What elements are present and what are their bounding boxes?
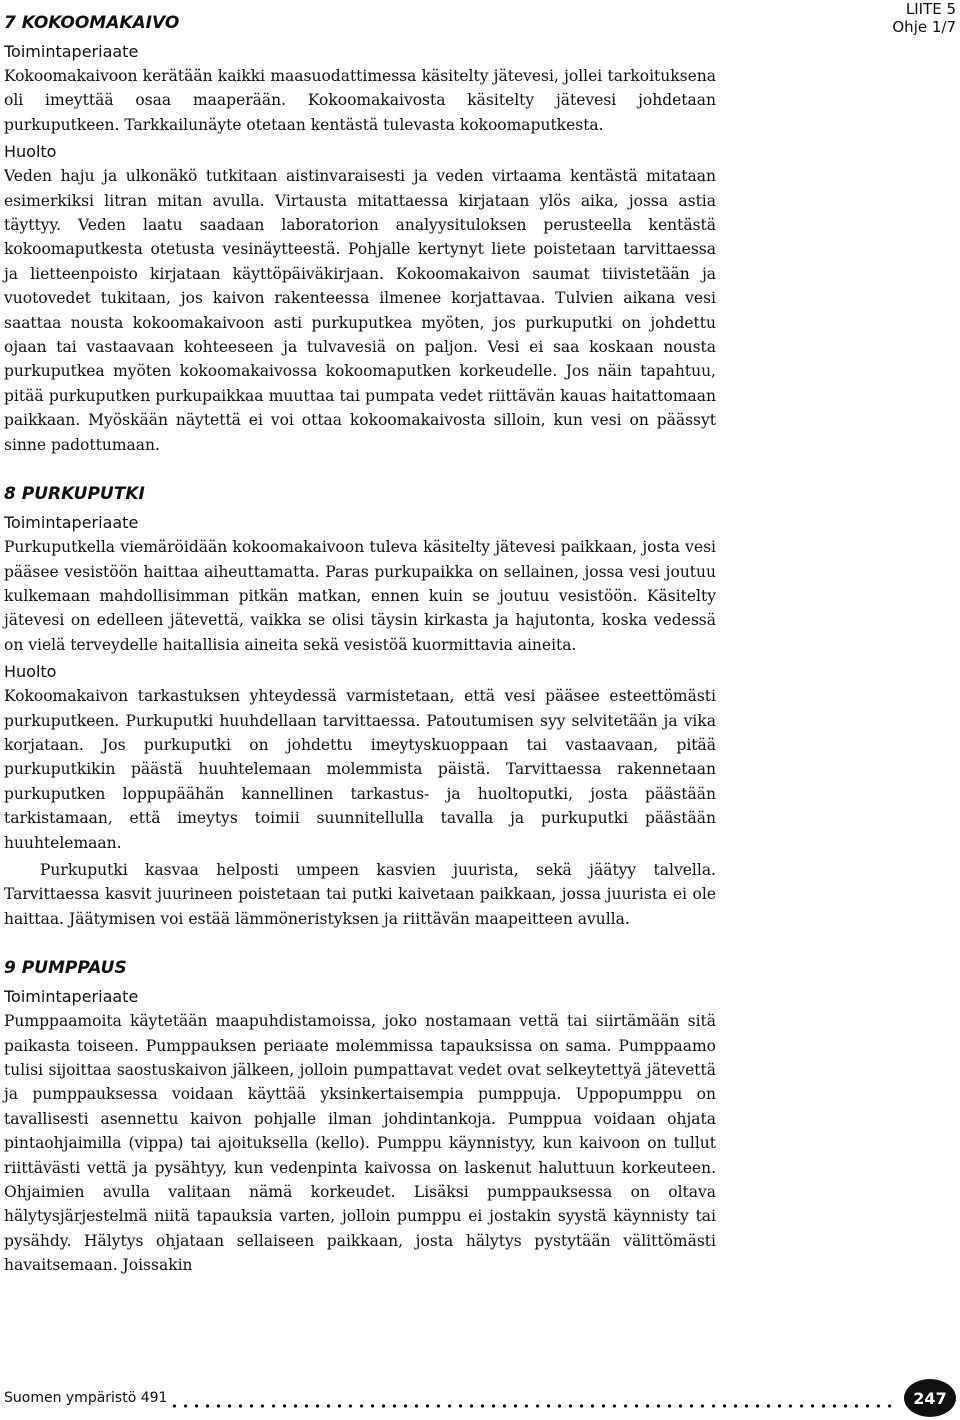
dotted-leader [169,1404,898,1408]
paragraph: Kokoomakaivon tarkastuksen yhteydessä varmistetaan, että vesi pääsee esteettömästi purkuputkeen. Purkuputki huuhdellaan tarvittaessa. Patoutumisen syy selvitetään ja vika korjataan. Jos purkuputki on johdettu imeytyskuoppaan tai vastaavaan, pitää purkuputkikin päästä huuhtelemaan molemmista päistä. Tarvittaessa rakennetaan purkuputken loppupäähän kannellinen tarkastus- ja huoltoputki, josta päästään tarkistamaan, että imeytys toimii suunnitellulla tavalla ja purkuputki päästään huuhtelemaan. [4,687,716,852]
paragraph: Purkuputkella viemäröidään kokoomakaivoon tuleva käsitelty jätevesi paikkaan, josta vesi pääsee vesistöön haittaa aiheuttamatta. Paras purkupaikka on sellainen, jossa vesi joutuu kulkemaan mahdollisimman pitkän matkan, ennen kuin se joutuu vesistöön. Käsitelty jätevesi on edelleen jätevettä, vaikka se olisi täysin kirkasta ja hajutonta, koska vedessä on vielä terveydelle haitallisia aineita sekä vesistöä kuormittavia aineita. [4,538,716,654]
section-title: 8 PURKUPUTKI [4,484,145,505]
subsection-heading: Toimintaperiaate [4,513,139,533]
subsection-heading: Toimintaperiaate [4,987,139,1007]
subsection-heading: Huolto [4,662,57,682]
document-body [4,10,716,1281]
appendix-label: LIITE 5 [905,0,956,18]
section-title: 9 PUMPPAUS [4,958,127,979]
page-number-badge: 247 [904,1379,956,1417]
paragraph: Purkuputki kasvaa helposti umpeen kasvien juurista, sekä jäätyy talvella. Tarvittaessa kasvit juurineen poistetaan tai putki kaivetaan paikkaan, jossa juurista ei ole haittaa. Jäätymisen voi estää lämmöneristyksen ja riittävän maapeitteen avulla. [4,860,716,928]
publication-name: Suomen ympäristö 491 [4,1390,168,1406]
guide-label: Ohje 1/7 [892,18,956,36]
section-title: 7 KOKOOMAKAIVO [4,13,180,33]
subsection-heading: Toimintaperiaate [4,42,139,61]
paragraph: Veden haju ja ulkonäkö tutkitaan aistinvaraisesti ja veden virtaama kentästä mitataan esimerkiksi litran mitan avulla. Virtausta mitattaessa kirjataan ylös aika, jossa astia täyttyy. Veden laatu saadaan laboratorion analyysituloksen perusteella kentästä kokoomaputkesta otetusta vesinäytteestä. Pohjalle kertynyt liete poistetaan tarvittaessa ja lietteenpoisto kirjataan käyttöpäiväkirjaan. Kokoomakaivon saumat tiivistetään ja vuotovedet tukitaan, jos kaivon rakenteessa ilmenee korjattavaa. Tulvien aikana vesi saattaa nousta kokoomakaivoon asti purkuputkea myöten, jos purkuputki on johdettu ojaan tai vastaavaan kohteeseen ja tulvavesiä on paljon. Vesi ei saa koskaan nousta purkuputkea myöten kokoomakaivossa kokoomaputken korkeudelle. Jos näin tapahtuu, pitää purkuputken purkupaikkaa muuttaa tai pumpata vedet riittävän kauas haitattomaan paikkaan. Myöskään näytettä ei voi ottaa kokoomakaivosta silloin, kun vesi on päässyt sinne padottumaan. [4,167,716,454]
paragraph: Kokoomakaivoon kerätään kaikki maasuodattimessa käsitelty jätevesi, jollei tarkoituksena oli imeyttää osaa maaperään. Kokoomakaivosta käsitelty jätevesi johdetaan purkuputkeen. Tarkkailunäyte otetaan kentästä tulevasta kokoomaputkesta. [4,67,716,134]
subsection-heading: Huolto [4,142,57,162]
page-header-corner [892,0,956,36]
paragraph: Pumppaamoita käytetään maapuhdistamoissa, joko nostamaan vettä tai siirtämään sitä paikasta toiseen. Pumppauksen periaate molemmissa tapauksissa on sama. Pumppaamo tulisi sijoittaa saostuskaivon jälkeen, jolloin pumpattavat vedet ovat selkeytettyä jätevettä ja pumppauksessa voidaan käyttää yksinkertaisempia pumppuja. Uppopumppu on tavallisesti asennettu kaivon pohjalle ilman johdintankoja. Pumppua voidaan ohjata pintaohjaimilla (vippa) tai ajoituksella (kello). Pumppu käynnistyy, kun kaivoon on tullut riittävästi vettä ja pysähtyy, kun vedenpinta kaivossa on laskenut haluttuun korkeuteen. Ohjaimien avulla valitaan nämä korkeudet. Lisäksi pumppauksessa on oltava hälytysjärjestelmä niitä tapauksia varten, jolloin pumppu ei jostakin syystä käynnisty tai pysähdy. Hälytys ohjataan sellaiseen paikkaan, josta hälytys pystytään välittömästi havaitsemaan. Joissakin [4,1012,716,1275]
page-footer [4,1378,956,1418]
